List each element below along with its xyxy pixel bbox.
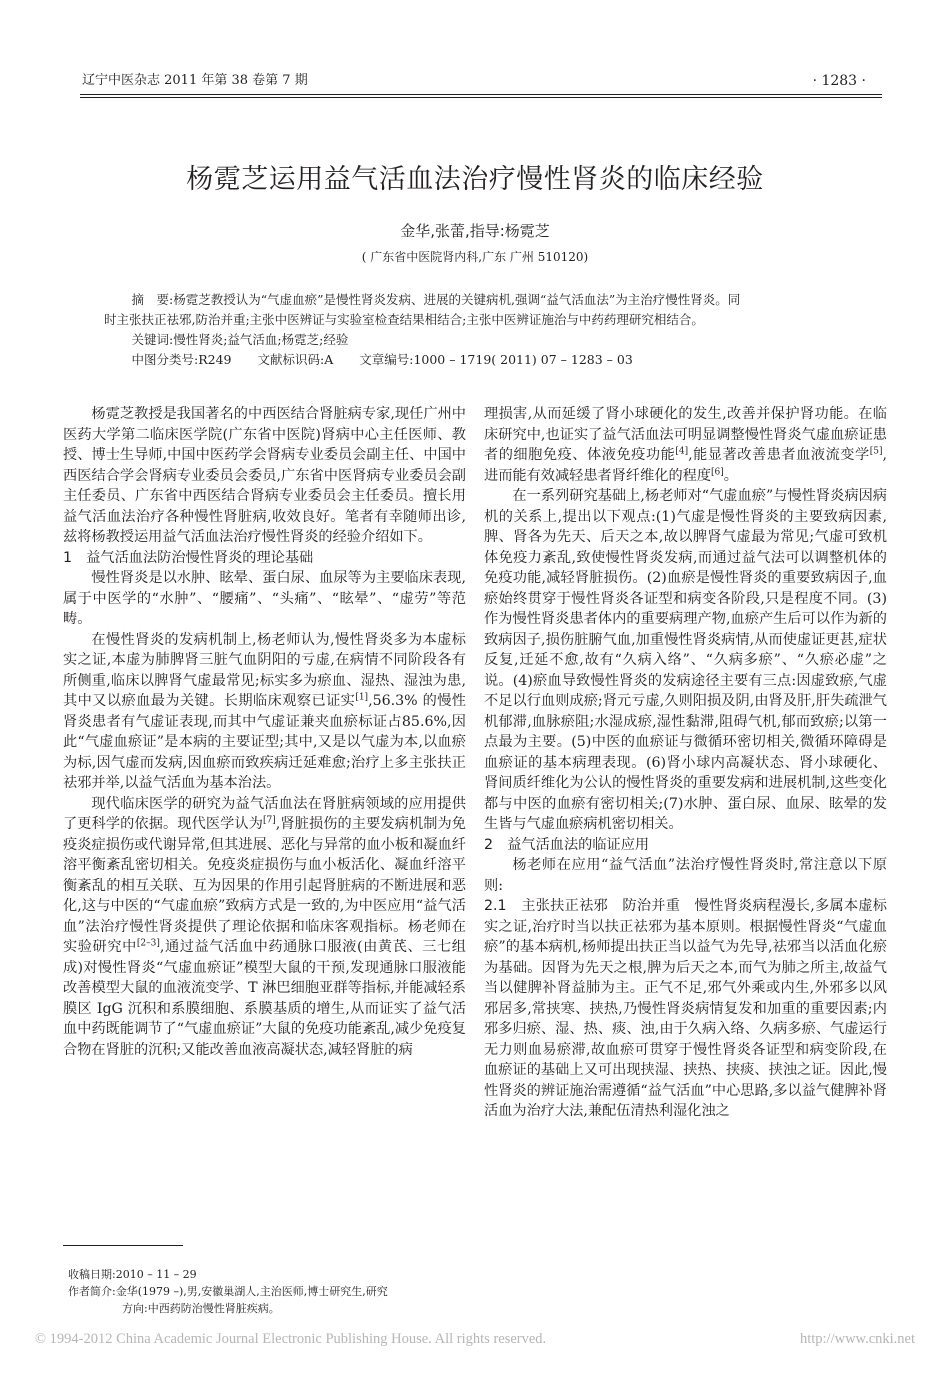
keywords: 关键词:慢性肾炎;益气活血;杨霓芝;经验	[131, 332, 349, 347]
classification-line	[104, 350, 844, 370]
paragraph: 理损害,从而延缓了肾小球硬化的发生,改善并保护肾功能。在临床研究中,也证实了益气活血法可明显调整慢性肾炎气虚血瘀证患者的细胞免疫、体液免疫功能[4],能显著改善患者血液流变学[5],进而能有效减轻患者肾纤维化的程度[6]。	[484, 406, 887, 484]
paragraph: 现代临床医学的研究为益气活血法在肾脏病领域的应用提供了更科学的依据。现代医学认为[7],肾脏损伤的主要发病机制为免疫炎症损伤或代谢异常,但其进展、恶化与异常的血小板和凝血纤溶平衡紊乱密切相关。免疫炎症损伤与血小板活化、凝血纤溶平衡紊乱的相互关联、互为因果的作用引起肾脏病的不断进展和恶化,这与中医的“气虚血瘀”致病方式是一致的,为中医应用“益气活血”法治疗慢性肾炎提供了理论依据和临床客观指标。杨老师在实验研究中[2–3],通过益气活血中药通脉口服液(由黄芪、三七组成)对慢性肾炎“气虚血瘀证”模型大鼠的干预,发现通脉口服液能改善模型大鼠的血液流变学、T 淋巴细胞亚群等指标,并能减轻系膜区 IgG 沉积和系膜细胞、系膜基质的增生,从而证实了益气活血中药既能调节了“气虚血瘀证”大鼠的免疫功能紊乱,减少免疫复合物在肾脏的沉积;又能改善血液高凝状态,减轻肾脏的病	[63, 795, 466, 1058]
footnote-rule	[63, 1245, 183, 1246]
citation: [6]	[711, 466, 724, 477]
author-bio: 作者简介:金华(1979 –),男,安徽巢湖人,主治医师,博士研究生,研究	[68, 1285, 388, 1298]
authors: 金华,张蕾,指导:杨霓芝	[400, 222, 550, 240]
author-bio-continued: 方向:中西药防治慢性肾脏疾病。	[122, 1302, 280, 1315]
clc-number: 中图分类号:R249	[131, 352, 232, 367]
subsection: 2.1 主张扶正祛邪 防治并重 慢性肾炎病程漫长,多属本虚标实之证,治疗时当以扶正祛邪为基本原则。根据慢性肾炎“气虚血瘀”的基本病机,杨师提出扶正当以益气为先导,祛邪当以活血化瘀为基础。因肾为先天之根,脾为后天之本,而气为肺之所主,故益气当以健脾补肾益肺为主。正气不足,邪气外乘或内生,外邪多以风邪居多,常挟寒、挟热,乃慢性肾炎病情复发和加重的重要因素;内邪多归瘀、湿、热、痰、浊,由于久病入络、久病多瘀、气虚运行无力则血易瘀滞,故血瘀可贯穿于慢性肾炎各证型和病变阶段,在血瘀证的基础上又可出现挟湿、挟热、挟痰、挟浊之证。因此,慢性肾炎的辨证施治需遵循“益气活血”中心思路,多以益气健脾补肾活血为治疗大法,兼配伍清热利湿化浊之	[484, 898, 887, 1119]
citation: [2–3]	[136, 938, 160, 949]
paragraph: 杨霓芝教授是我国著名的中西医结合肾脏病专家,现任广州中医药大学第二临床医学院(广东省中医院)肾病中心主任医师、教授、博士生导师,中国中医药学会肾病专业委员会副主任、中国中西医结合学会肾病专业委员会委员,广东省中医肾病专业委员会副主任委员、广东省中西医结合肾病专业委员会主任委员。擅长用益气活血法治疗各种慢性肾脏病,收效良好。笔者有幸随师出诊,兹将杨教授运用益气活血法治疗慢性肾炎的经验介绍如下。	[63, 406, 466, 545]
paragraph: 在慢性肾炎的发病机制上,杨老师认为,慢性肾炎多为本虚标实之证,本虚为肺脾肾三脏气血阴阳的亏虚,在病情不同阶段各有所侧重,临床以脾肾气虚最常见;标实多为瘀血、湿热、湿浊为患,其中又以瘀血最为关键。长期临床观察已证实[1],56.3% 的慢性肾炎患者有气虚证表现,而其中气虚证兼夹血瘀标证占85.6%,因此“气虚血瘀证”是本病的主要证型;其中,又是以气虚为本,以血瘀为标,因气虚而发病,因血瘀而致疾病迁延难愈;治疗上多主张扶正祛邪并举,以益气活血为基本治法。	[63, 631, 466, 791]
header-rule	[80, 94, 882, 95]
header-rule-thin	[80, 97, 882, 98]
citation: [7]	[263, 815, 276, 826]
affiliation: ( 广东省中医院肾内科,广东 广州 510120)	[361, 250, 589, 264]
article-title: 杨霓芝运用益气活血法治疗慢性肾炎的临床经验	[186, 164, 764, 195]
footnote	[68, 1266, 468, 1317]
abstract-line-2: 时主张扶正祛邪,防治并重;主张中医辨证与实验室检查结果相结合;主张中医辨证施治与中药药理研究相结合。	[104, 312, 704, 327]
paragraph: 在一系列研究基础上,杨老师对“气虚血瘀”与慢性肾炎病因病机的关系上,提出以下观点:(1)气虚是慢性肾炎的主要致病因素,脾、肾各为先天、后天之本,故以脾肾气虚最为常见;气虚可致机体免疫力紊乱,致使慢性肾炎发病,而通过益气法可以调整机体的免疫功能,减轻肾脏损伤。(2)血瘀是慢性肾炎的重要致病因子,血瘀始终贯穿于慢性肾炎各证型和病变各阶段,只是程度不同。(3)作为慢性肾炎患者体内的重要病理产物,血瘀产生后可以作为新的致病因子,损伤脏腑气血,加重慢性肾炎病情,从而使虚证更甚,症状反复,迁延不愈,故有“久病入络”、“久病多瘀”、“久瘀必虚”之说。(4)瘀血导致慢性肾炎的发病途径主要有三点:因虚致瘀,气虚不足以行血则成瘀;肾元亏虚,久则阳损及阴,由肾及肝,肝失疏泄气机郁滞,血脉瘀阻;水湿成瘀,湿性黏滞,阻碍气机,郁而致瘀;以第一点最为主要。(5)中医的血瘀证与微循环密切相关,微循环障碍是血瘀证的基本病理表现。(6)肾小球内高凝状态、肾小球硬化、肾间质纤维化为公认的慢性肾炎的重要发病和进展机制,这些变化都与中医的血瘀有密切相关;(7)水肿、蛋白尿、血尿、眩晕的发生皆与气虚血瘀病机密切相关。	[484, 488, 887, 832]
abstract-block	[104, 290, 844, 370]
subsection-title: 2.1 主张扶正祛邪 防治并重	[484, 898, 681, 914]
paragraph: 慢性肾炎是以水肿、眩晕、蛋白尿、血尿等为主要临床表现,属于中医学的“水肿”、“腰痛”、“头痛”、“眩晕”、“虚劳”等范畴。	[63, 570, 466, 627]
document-code: 文献标识码:A	[257, 352, 334, 367]
paragraph: 杨老师在应用“益气活血”法治疗慢性肾炎时,常注意以下原则:	[484, 857, 887, 894]
abstract-line-1: 摘 要:杨霓芝教授认为“气虚血瘀”是慢性肾炎发病、进展的关键病机,强调“益气活血法”为主治疗慢性肾炎。同	[131, 292, 741, 307]
article-number: 文章编号:1000 – 1719( 2011) 07 – 1283 – 03	[359, 352, 633, 367]
cnki-link[interactable]: http://www.cnki.net	[799, 1331, 915, 1347]
citation: [5]	[869, 446, 883, 457]
journal-header: 辽宁中医杂志 2011 年第 38 卷第 7 期	[82, 73, 308, 88]
page-number: · 1283 ·	[812, 73, 866, 89]
citation: [4]	[675, 446, 689, 457]
body-column-right	[484, 404, 887, 1122]
citation: [1]	[355, 692, 369, 703]
body-column-left	[63, 404, 466, 1060]
copyright-notice: © 1994-2012 China Academic Journal Electronic Publishing House. All rights reserved.	[35, 1331, 547, 1347]
section-heading-1: 1 益气活血法防治慢性肾炎的理论基础	[63, 549, 314, 566]
section-heading-2: 2 益气活血法的临证应用	[484, 836, 650, 853]
received-date: 收稿日期:2010 – 11 – 29	[68, 1268, 197, 1281]
